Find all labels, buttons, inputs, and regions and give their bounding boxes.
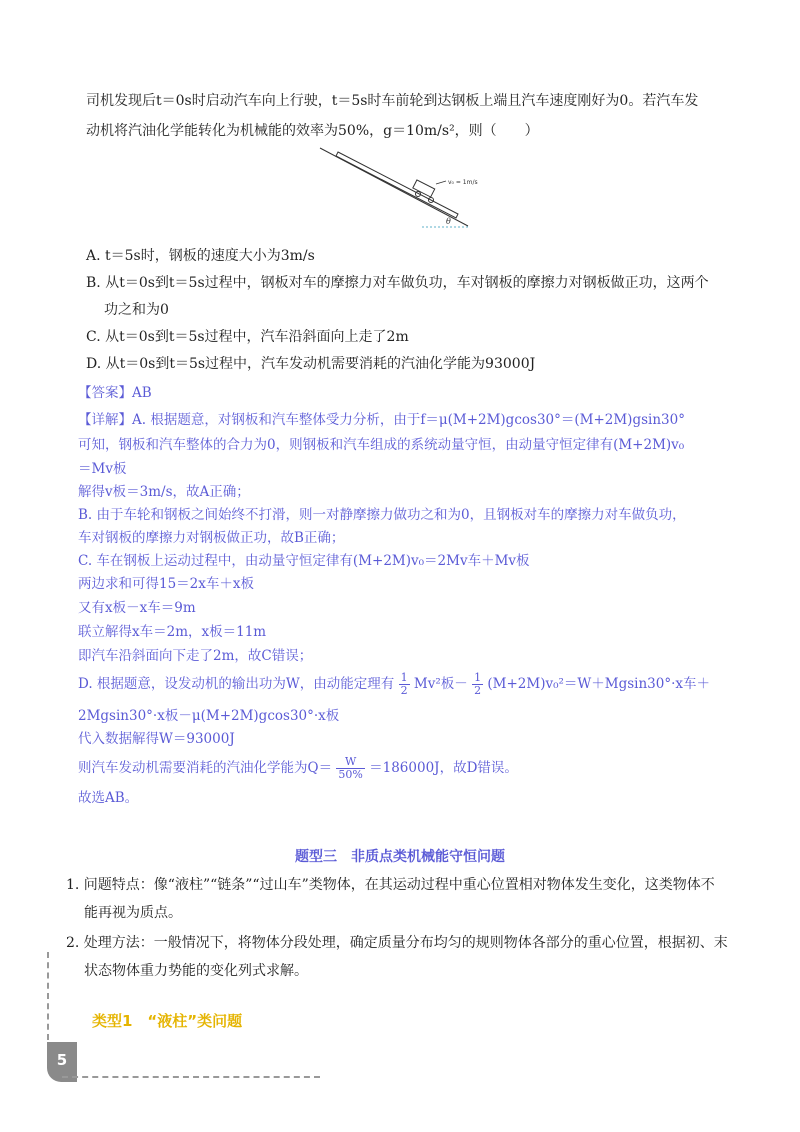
explain-line-1: 【详解】A. 根据题意，对钢板和汽车整体受力分析，由于f＝μ(M+2M)gcos30°＝(M+2M)gsin30° <box>78 412 685 428</box>
question-line-1: 司机发现后t＝0s时启动汽车向上行驶，t＝5s时车前轮到达钢板上端且汽车速度刚好为0。若汽车发 <box>86 93 699 109</box>
section-title: 题型三 非质点类机械能守恒问题 <box>295 849 505 865</box>
option-b-line-2: 功之和为0 <box>104 302 169 318</box>
point-2-line-2: 状态物体重力势能的变化列式求解。 <box>84 963 308 979</box>
incline-figure <box>318 148 478 230</box>
point-2-line-1: 2. 处理方法：一般情况下，将物体分段处理，确定质量分布均匀的规则物体各部分的重心位置，根据初、末 <box>66 935 728 951</box>
explain-line-12 <box>78 672 710 697</box>
explain-line-9: 又有x板－x车＝9m <box>78 600 196 616</box>
explain-line-8: 两边求和可得15＝2x车＋x板 <box>78 576 254 592</box>
explain-line-12-mid: Mv²板－ <box>413 676 468 692</box>
explain-line-12-tail: (M+2M)v₀²＝W＋Mgsin30°·x车＋ <box>487 676 711 692</box>
explain-line-14: 代入数据解得W＝93000J <box>78 731 235 747</box>
explain-line-15-tail: ＝186000J，故D错误。 <box>369 760 518 776</box>
explain-line-12-lead: D. 根据题意，设发动机的输出功为W，由动能定理有 <box>78 676 395 692</box>
angle-label: θ <box>446 217 451 226</box>
explain-line-5: B. 由于车轮和钢板之间始终不打滑，则一对静摩擦力做功之和为0，且钢板对车的摩擦力对车做负功， <box>78 507 686 523</box>
fraction-w-over-efficiency: $\frac{W}{50\%}$ <box>338 755 363 781</box>
fraction-half-1: $\frac{1}{2}$ <box>400 671 408 697</box>
explain-line-2: 可知，钢板和汽车整体的合力为0，则钢板和汽车组成的系统动量守恒，由动量守恒定律有(M+2M)v₀ <box>78 437 685 453</box>
type-title: 类型1 “液柱”类问题 <box>92 1012 243 1030</box>
option-c: C. 从t＝0s到t＝5s过程中，汽车沿斜面向上走了2m <box>86 329 409 345</box>
explain-line-15-lead: 则汽车发动机需要消耗的汽油化学能为Q＝ <box>78 760 333 776</box>
steel-plate <box>336 152 458 218</box>
point-1-line-2: 能再视为质点。 <box>84 905 182 921</box>
footer-dashed-line <box>62 1076 320 1078</box>
answer-label: 【答案】AB <box>78 385 152 401</box>
question-line-2: 动机将汽油化学能转化为机械能的效率为50%，g＝10m/s²，则（ ） <box>86 123 539 139</box>
explain-line-3: ＝Mv板 <box>78 461 127 477</box>
option-a: A. t＝5s时，钢板的速度大小为3m/s <box>86 248 315 264</box>
explain-line-7: C. 车在钢板上运动过程中，由动量守恒定律有(M+2M)v₀＝2Mv车＋Mv板 <box>78 553 530 569</box>
margin-dashed-line <box>47 952 49 1040</box>
explain-line-10: 联立解得x车＝2m，x板＝11m <box>78 624 267 640</box>
explain-line-6: 车对钢板的摩擦力对钢板做正功，故B正确； <box>78 530 345 546</box>
explain-line-4: 解得v板＝3m/s，故A正确； <box>78 484 250 500</box>
explain-line-16: 故选AB。 <box>78 790 139 806</box>
explain-line-13: 2Mgsin30°·x板－μ(M+2M)gcos30°·x板 <box>78 708 340 724</box>
option-d: D. 从t＝0s到t＝5s过程中，汽车发动机需要消耗的汽油化学能为93000J <box>86 356 536 372</box>
explain-line-11: 即汽车沿斜面向下走了2m，故C错误； <box>78 648 313 664</box>
page-number: 5 <box>47 1042 77 1082</box>
explain-line-15 <box>78 756 518 781</box>
fraction-half-2: $\frac{1}{2}$ <box>474 671 482 697</box>
velocity-label: v₀ = 1m/s <box>448 179 478 186</box>
velocity-arrow <box>436 181 446 184</box>
point-1-line-1: 1. 问题特点：像“液柱”“链条”“过山车”类物体，在其运动过程中重心位置相对物体发生变化，这类物体不 <box>66 877 715 893</box>
option-b-line-1: B. 从t＝0s到t＝5s过程中，钢板对车的摩擦力对车做负功，车对钢板的摩擦力对钢板做正功，这两个 <box>86 275 709 291</box>
